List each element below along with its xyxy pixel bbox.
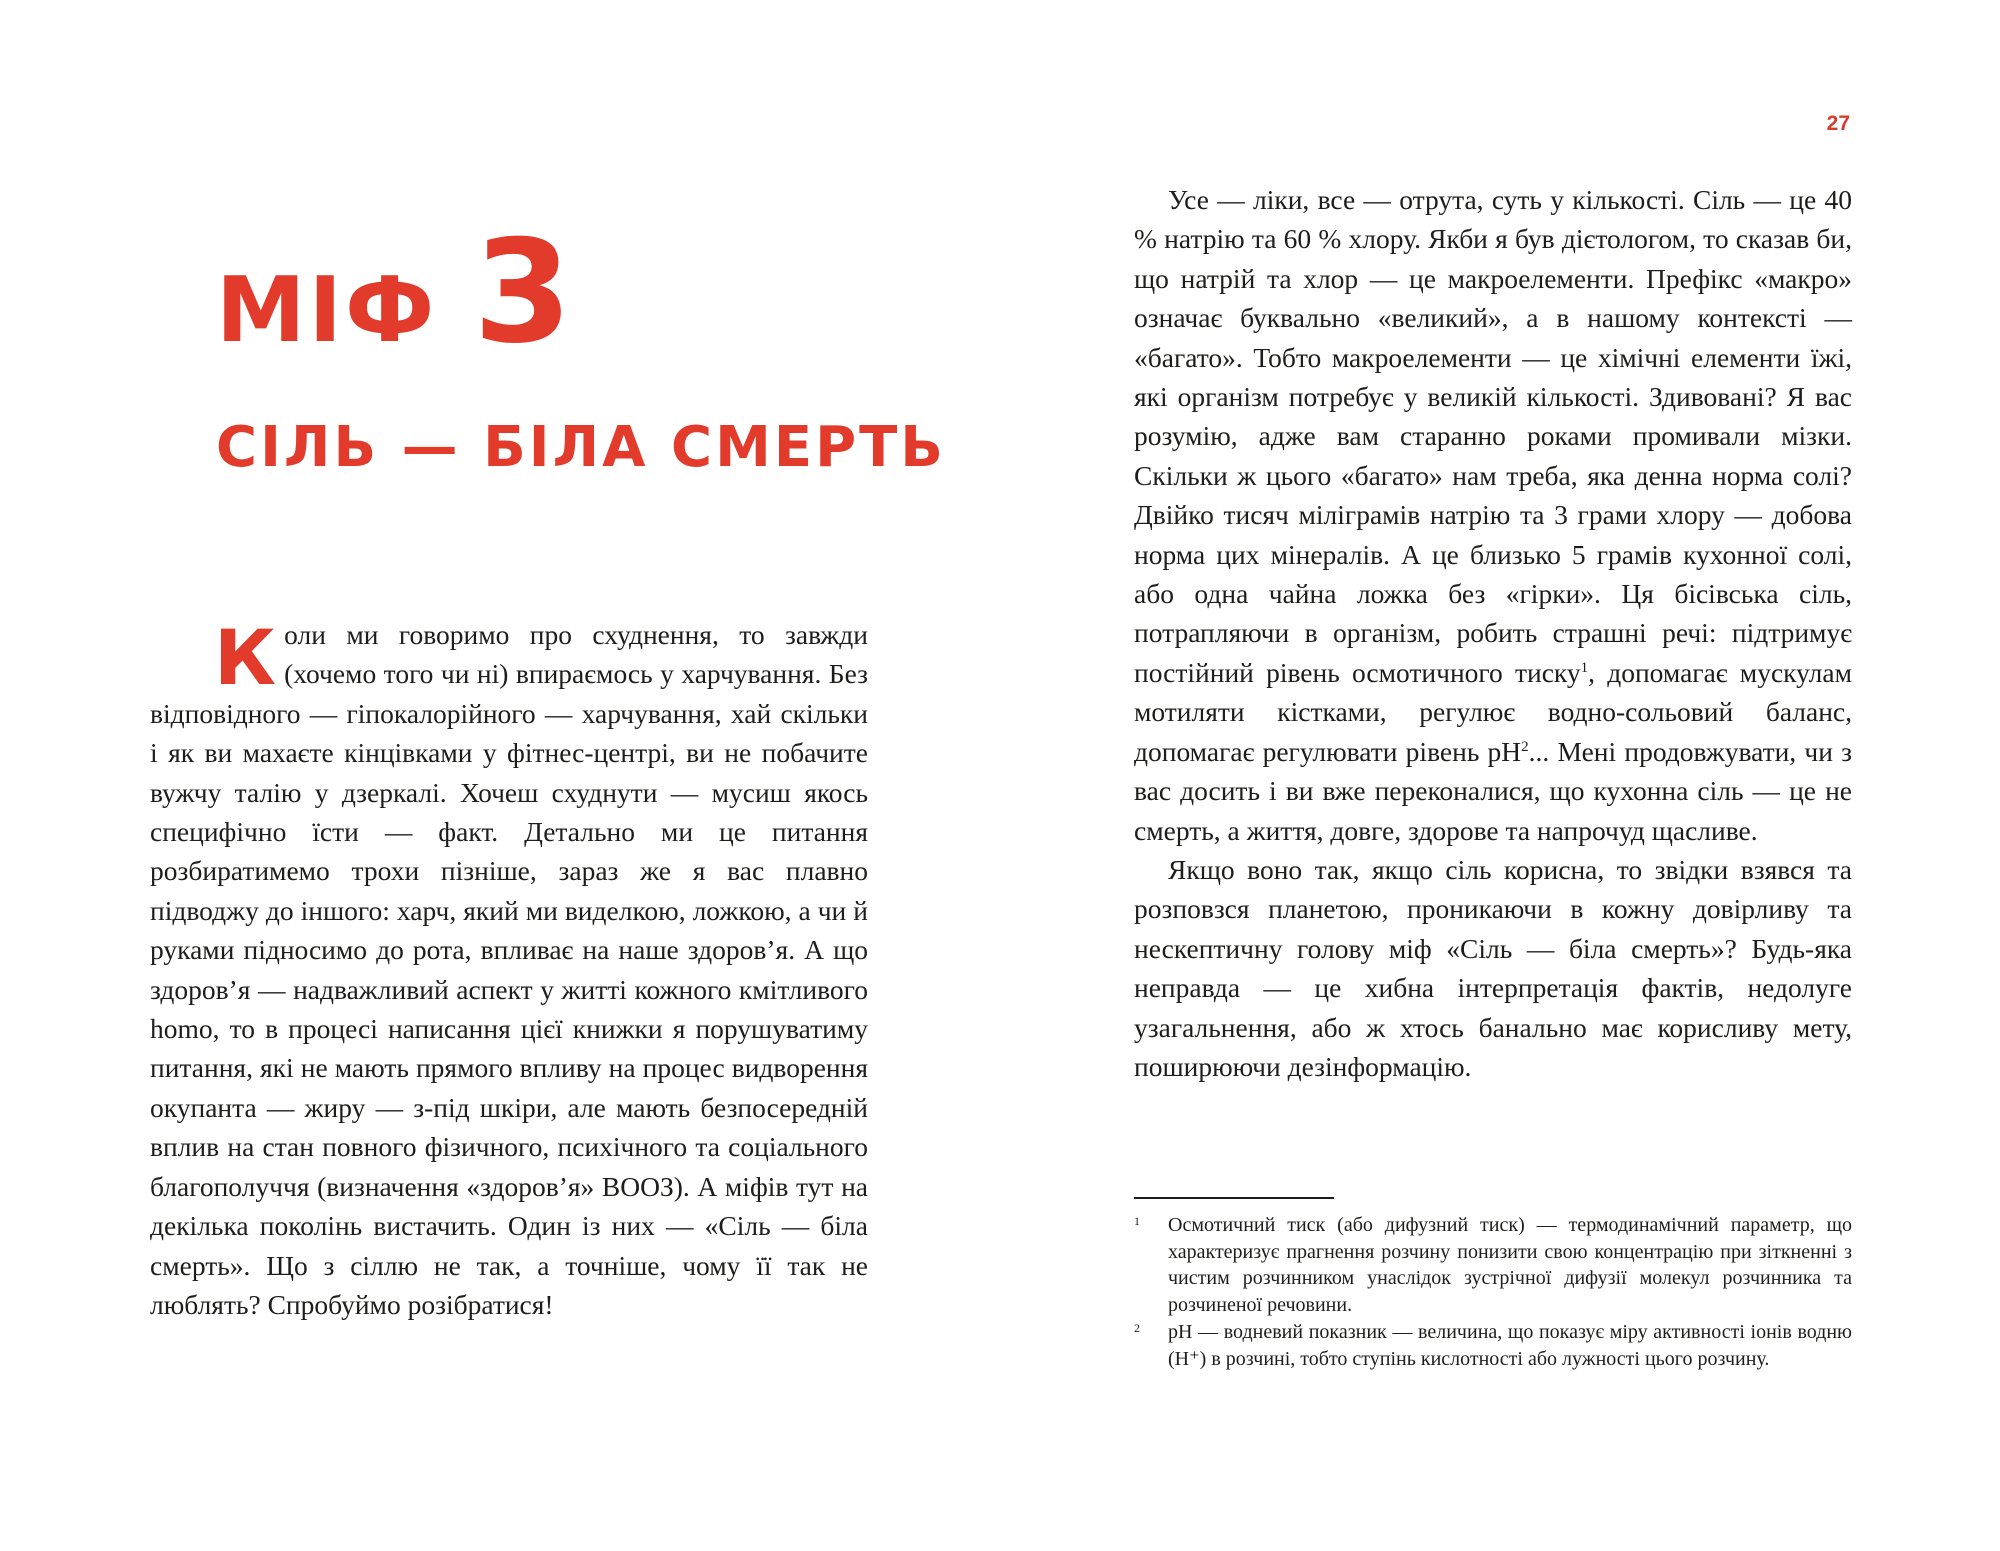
- paragraph-1-part-2: , допомагає мускулам мотиляти кістками, регулює водно-сольовий баланс, допомагає регулювати рівень pH: [1134, 656, 1852, 767]
- footnote-2: [1134, 1319, 1852, 1372]
- paragraph-1-part-3: ... Мені продовжувати, чи з вас досить і ви вже переконалися, що кухонна сіль — це не смерть, а життя, довге, здорове та напрочуд щасливе.: [1134, 735, 1852, 846]
- footnote-marker: 2: [1134, 1321, 1140, 1335]
- chapter-title: СІЛЬ — БІЛА СМЕРТЬ: [216, 415, 946, 480]
- intro-paragraph-text: оли ми говоримо про схуднення, то завжди (хочемо того чи ні) впираємось у харчування. Без відповідного — гіпокалорійного — харчування, хай скільки і як ви махаєте кінцівками у фітнес-центрі, ви не побачите вужчу талію у дзеркалі. Хочеш схуднути — мусиш якось специфічно їсти — факт. Детально ми це питання розбиратимемо трохи пізніше, зараз же я вас плавно підводжу до іншого: харч, який ми виделкою, ложкою, а чи й руками підносимо до рота, впливає на наше здоров’я. А що здоров’я — надважливий аспект у житті кожного кмітливого homo, то в процесі написання цієї книжки я порушуватиму питання, які не мають прямого впливу на процес видворення окупанта — жиру — з-під шкіри, але мають безпосередній вплив на стан повного фізичного, психічного та соціального благополуччя (визначення «здоров’я» ВООЗ). А міфів тут на декілька поколінь вистачить. Один із них — «Сіль — біла смерть». Що з сіллю не так, а точніше, чому її так не люблять? Спробуймо розібратися!: [150, 619, 868, 1320]
- footnote-text: pH — водневий показник — величина, що показує міру активності іонів водню (H⁺) в розчині, тобто ступінь кислотності або лужності цього розчину.: [1168, 1321, 1852, 1370]
- footnotes: [1134, 1212, 1852, 1373]
- footnote-text: Осмотичний тиск (або дифузний тиск) — термодинамічний параметр, що характеризує прагнення розчину понизити свою концентрацію при зіткненні з чистим розчинником унаслідок зустрічної дифузії молекул розчинника та розчиненої речовини.: [1168, 1214, 1852, 1316]
- footnote-ref-1: 1: [1580, 659, 1589, 676]
- footnote-marker: 1: [1134, 1214, 1140, 1228]
- myth-number: 3: [473, 210, 573, 375]
- footnote-ref-2: 2: [1521, 738, 1529, 755]
- footnote-divider: [1134, 1197, 1334, 1199]
- chapter-header: [216, 210, 572, 375]
- drop-cap: К: [214, 613, 277, 702]
- paragraph-1-part-1: Усе — ліки, все — отрута, суть у кількості. Сіль — це 40 % натрію та 60 % хлору. Якби я був дієтологом, то сказав би, що натрій та хлор — це макроелементи. Префікс «макро» означає буквально «великий», а в нашому контексті — «багато». Тобто макроелементи — це хімічні елементи їжі, які організм потребує у великій кількості. Здивовані? Я вас розумію, адже вам старанно роками промивали мізки. Скільки ж цього «багато» нам треба, яка денна норма солі? Двійко тисяч міліграмів натрію та 3 грами хлору — добова норма цих мінералів. А це близько 5 грамів кухонної солі, або одна чайна ложка без «гірки». Ця бісівська сіль, потрапляючи в організм, робить страшні речі: підтримує постійний рівень осмотичного тиску: [1134, 184, 1852, 688]
- right-body-text: [1134, 180, 1852, 1086]
- body-paragraph-1: [1134, 180, 1852, 850]
- page-number: 27: [1826, 112, 1850, 135]
- body-paragraph-2: Якщо воно так, якщо сіль корисна, то звідки взявся та розповзся планетою, проникаючи в кожну довірливу та нескептичну голову міф «Сіль — біла смерть»? Будь-яка неправда — це хибна інтерпретація фактів, недолуге узагальнення, або ж хтось банально має корисливу мету, поширюючи дезінформацію.: [1134, 853, 1852, 1082]
- myth-label: МІФ: [216, 258, 438, 363]
- intro-paragraph: [150, 615, 868, 1324]
- footnote-1: [1134, 1212, 1852, 1318]
